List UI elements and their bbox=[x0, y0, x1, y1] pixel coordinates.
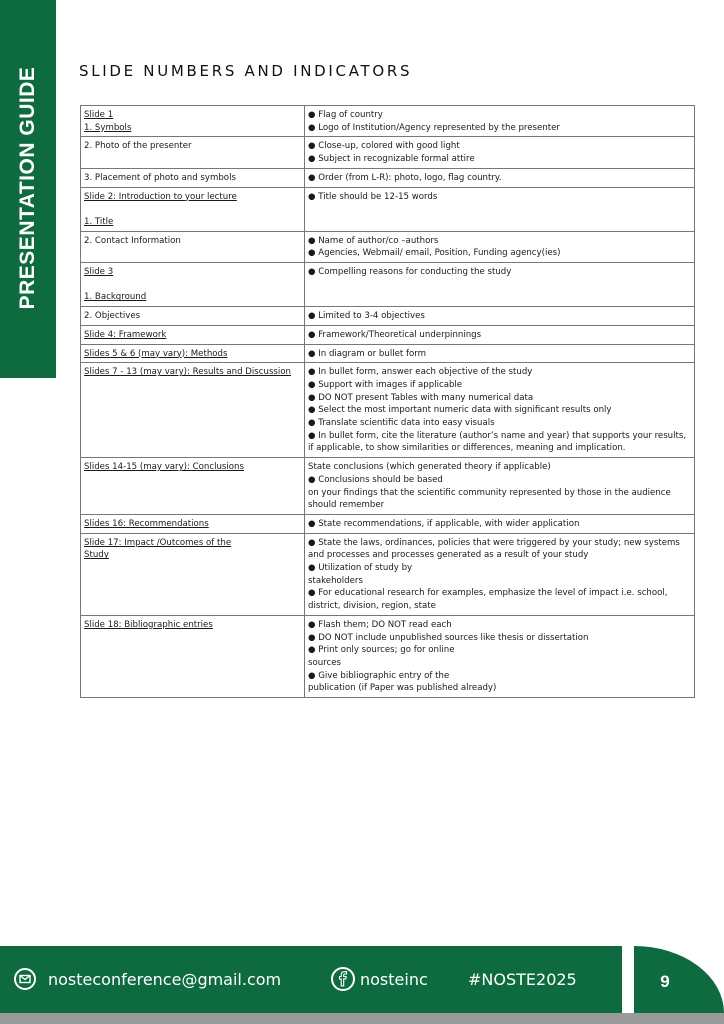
indicator-text: on your findings that the scientific community represented by those in the audience should remember bbox=[308, 487, 671, 511]
side-tab bbox=[0, 0, 56, 378]
indicator-text: ● DO NOT include unpublished sources like thesis or dissertation bbox=[308, 632, 589, 643]
slide-label: 1. Symbols bbox=[84, 122, 132, 133]
slide-cell bbox=[81, 325, 305, 344]
slide-label: 2. Objectives bbox=[84, 311, 141, 322]
facebook-icon bbox=[331, 967, 355, 991]
indicator-text: ● Logo of Institution/Agency represented by the presenter bbox=[308, 122, 560, 133]
footer-social-handle[interactable]: nosteinc bbox=[360, 970, 428, 989]
indicator-cell bbox=[305, 344, 695, 363]
slide-label: 1. Background bbox=[84, 292, 147, 303]
indicator-text: ● In bullet form, cite the literature (author’s name and year) that supports your results, if applicable, to show similarities or differences, meaning and implication. bbox=[308, 430, 687, 454]
table-row bbox=[81, 615, 695, 697]
slide-label: Slide 1 bbox=[84, 110, 114, 120]
indicator-cell bbox=[305, 615, 695, 697]
table-row bbox=[81, 533, 695, 615]
indicator-text: ● Conclusions should be based bbox=[308, 474, 443, 485]
envelope-icon bbox=[14, 968, 36, 990]
indicator-text: ● For educational research for examples, emphasize the level of impact i.e. school, district, division, region, state bbox=[308, 588, 668, 612]
indicator-text: ● Agencies, Webmail/ email, Position, Funding agency(ies) bbox=[308, 248, 561, 259]
table-row bbox=[81, 458, 695, 515]
indicator-text: ● Subject in recognizable formal attire bbox=[308, 154, 475, 165]
indicator-text: ● In diagram or bullet form bbox=[308, 348, 427, 359]
indicator-text: publication (if Paper was published already) bbox=[308, 683, 497, 694]
indicator-cell bbox=[305, 137, 695, 168]
slide-cell bbox=[81, 137, 305, 168]
slide-guide-table-body bbox=[81, 106, 695, 698]
table-row bbox=[81, 231, 695, 262]
table-row bbox=[81, 363, 695, 458]
slide-label: Slides 14-15 (may vary): Conclusions bbox=[84, 462, 244, 473]
slide-guide-table bbox=[80, 105, 695, 698]
slide-label: Study bbox=[84, 550, 109, 561]
table-row bbox=[81, 137, 695, 168]
slide-label: Slide 4: Framework bbox=[84, 329, 167, 340]
indicator-cell bbox=[305, 307, 695, 326]
table-row bbox=[81, 514, 695, 533]
slide-label: Slides 16: Recommendations bbox=[84, 518, 209, 529]
indicator-text: ● Flag of country bbox=[308, 110, 383, 120]
indicator-cell bbox=[305, 231, 695, 262]
slide-cell bbox=[81, 231, 305, 262]
indicator-text: ● Support with images if applicable bbox=[308, 379, 463, 390]
side-tab-label: PRESENTATION GUIDE bbox=[16, 66, 39, 310]
slide-cell bbox=[81, 106, 305, 137]
page-number: 9 bbox=[660, 972, 670, 991]
footer-email[interactable]: nosteconference@gmail.com bbox=[48, 970, 282, 989]
slide-cell bbox=[81, 344, 305, 363]
slide-cell bbox=[81, 187, 305, 231]
table-row bbox=[81, 263, 695, 307]
blank-line bbox=[84, 203, 301, 216]
slide-label: 2. Photo of the presenter bbox=[84, 141, 192, 152]
indicator-text: ● In bullet form, answer each objective of the study bbox=[308, 367, 533, 378]
indicator-text: ● Flash them; DO NOT read each bbox=[308, 619, 452, 630]
slide-label: Slides 5 & 6 (may vary): Methods bbox=[84, 348, 228, 359]
slide-label: 1. Title bbox=[84, 216, 114, 227]
indicator-cell bbox=[305, 168, 695, 187]
indicator-text: ● Order (from L-R): photo, logo, flag country. bbox=[308, 172, 502, 183]
indicator-text: ● Limited to 3-4 objectives bbox=[308, 311, 425, 322]
table-row bbox=[81, 187, 695, 231]
indicator-cell bbox=[305, 325, 695, 344]
slide-label: Slide 3 bbox=[84, 267, 114, 278]
indicator-text: ● Print only sources; go for online bbox=[308, 645, 455, 656]
slide-label: Slide 18: Bibliographic entries bbox=[84, 619, 213, 630]
slide-cell bbox=[81, 458, 305, 515]
indicator-cell bbox=[305, 263, 695, 307]
slide-label: Slides 7 - 13 (may vary): Results and Discussion bbox=[84, 367, 292, 378]
indicator-cell bbox=[305, 458, 695, 515]
indicator-text: ● Name of author/co –authors bbox=[308, 235, 439, 246]
indicator-text: ● Compelling reasons for conducting the study bbox=[308, 267, 512, 278]
indicator-text: ● Close-up, colored with good light bbox=[308, 141, 460, 152]
slide-cell bbox=[81, 533, 305, 615]
indicator-text: ● State recommendations, if applicable, with wider application bbox=[308, 518, 580, 529]
slide-label: Slide 17: Impact /Outcomes of the bbox=[84, 537, 232, 548]
indicator-text: ● Utilization of study by bbox=[308, 563, 413, 574]
indicator-text: ● DO NOT present Tables with many numerical data bbox=[308, 392, 534, 403]
table-row bbox=[81, 106, 695, 137]
footer-gap bbox=[622, 946, 634, 1013]
footer-hashtag: #NOSTE2025 bbox=[468, 970, 577, 989]
indicator-text: ● State the laws, ordinances, policies that were triggered by your study; new systems and processes and processes generated as a result of your study bbox=[308, 537, 680, 561]
indicator-text: State conclusions (which generated theory if applicable) bbox=[308, 462, 551, 473]
indicator-text: sources bbox=[308, 657, 342, 668]
indicator-cell bbox=[305, 363, 695, 458]
slide-label: 2. Contact Information bbox=[84, 235, 181, 246]
table-row bbox=[81, 325, 695, 344]
slide-cell bbox=[81, 168, 305, 187]
indicator-cell bbox=[305, 533, 695, 615]
table-row bbox=[81, 307, 695, 326]
footer bbox=[0, 946, 724, 1024]
indicator-cell bbox=[305, 514, 695, 533]
indicator-cell bbox=[305, 106, 695, 137]
indicator-text: ● Title should be 12-15 words bbox=[308, 191, 438, 202]
slide-label: 3. Placement of photo and symbols bbox=[84, 172, 236, 183]
indicator-text: ● Framework/Theoretical underpinnings bbox=[308, 329, 482, 340]
slide-cell bbox=[81, 514, 305, 533]
slide-label: Slide 2: Introduction to your lecture bbox=[84, 191, 237, 202]
blank-line bbox=[84, 279, 301, 292]
slide-cell bbox=[81, 263, 305, 307]
indicator-cell bbox=[305, 187, 695, 231]
slide-cell bbox=[81, 615, 305, 697]
table-row bbox=[81, 168, 695, 187]
indicator-text: stakeholders bbox=[308, 575, 363, 586]
indicator-text: ● Select the most important numeric data with significant results only bbox=[308, 405, 612, 416]
table-row bbox=[81, 344, 695, 363]
indicator-text: ● Translate scientific data into easy visuals bbox=[308, 418, 495, 429]
page-title: SLIDE NUMBERS AND INDICATORS bbox=[79, 62, 413, 80]
footer-stripe bbox=[0, 1013, 724, 1024]
slide-cell bbox=[81, 363, 305, 458]
indicator-text: ● Give bibliographic entry of the bbox=[308, 670, 450, 681]
slide-cell bbox=[81, 307, 305, 326]
